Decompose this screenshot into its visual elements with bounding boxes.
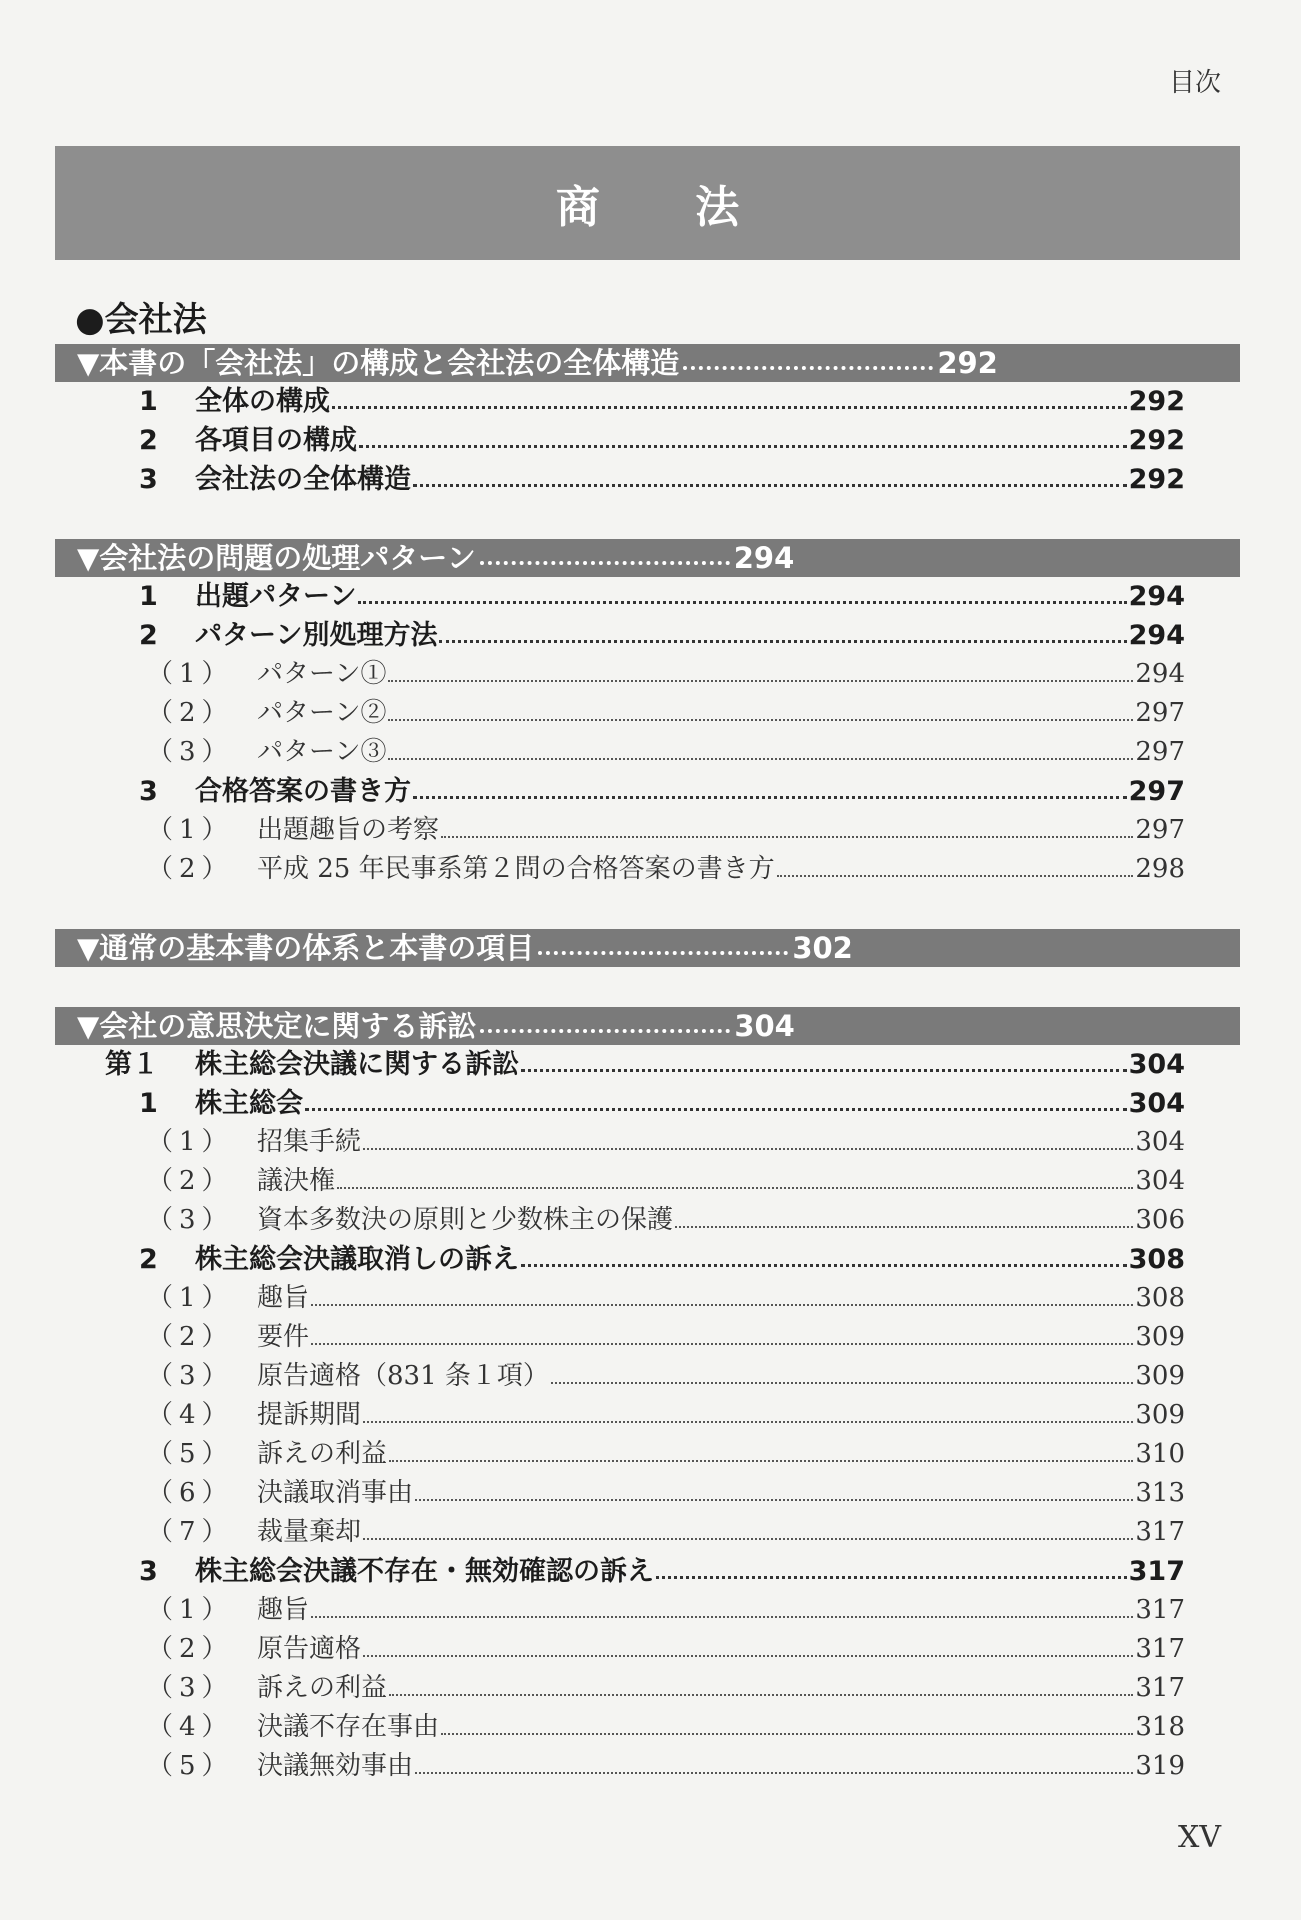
leader-dots [388, 758, 1133, 760]
toc-entry-number: （3） [147, 737, 234, 767]
toc-entry[interactable] [55, 421, 1185, 460]
toc-entry[interactable] [55, 1201, 1185, 1240]
title-band-label: 商 法 [555, 182, 780, 233]
toc-entry-page: 317 [1128, 1556, 1185, 1587]
leader-dots [415, 1499, 1133, 1501]
leader-dots [311, 1616, 1133, 1618]
section-heading-text: ▼会社の意思決定に関する訴訟 [77, 1009, 477, 1043]
toc-entry-number: （4） [147, 1400, 234, 1430]
leader-dots [538, 951, 788, 955]
leader-dots [683, 366, 933, 370]
toc-entry-page: 294 [1135, 659, 1185, 689]
toc-entry[interactable] [55, 850, 1185, 889]
toc-entry-page: 294 [1128, 620, 1185, 651]
toc-entry-page: 309 [1135, 1361, 1185, 1391]
leader-dots [675, 1226, 1133, 1228]
toc-entry-title: 合格答案の書き方 [195, 776, 411, 807]
toc-entry-number: （1） [147, 1127, 234, 1157]
toc-entry-title: パターン② [257, 698, 387, 728]
toc-entry-number: 1 [139, 386, 158, 417]
toc-entry-number: （7） [147, 1517, 234, 1547]
section-heading[interactable] [55, 344, 1240, 382]
toc-entry-page: 298 [1135, 854, 1185, 884]
leader-dots [337, 1187, 1133, 1189]
toc-entry-title: 各項目の構成 [195, 425, 357, 456]
toc-entry-title: 訴えの利益 [257, 1673, 388, 1703]
toc-entry-number: （2） [147, 854, 234, 884]
toc-entry-title: 資本多数決の原則と少数株主の保護 [257, 1205, 674, 1235]
toc-entry-page: 297 [1135, 815, 1185, 845]
toc-entry-number: 2 [139, 1244, 158, 1275]
leader-dots [413, 796, 1127, 799]
leader-dots [363, 1655, 1133, 1657]
toc-entry[interactable] [55, 1591, 1185, 1630]
toc-entry-page: 309 [1135, 1400, 1185, 1430]
toc-entry-number: （3） [147, 1673, 234, 1703]
leader-dots [413, 484, 1127, 487]
toc-entry-title: 株主総会決議取消しの訴え [195, 1244, 519, 1275]
toc-entry[interactable] [55, 1123, 1185, 1162]
toc-entry-number: （2） [147, 1166, 234, 1196]
toc-entry[interactable] [55, 1045, 1185, 1084]
toc-entry-title: 株主総会 [195, 1088, 303, 1119]
toc-entry[interactable] [55, 1357, 1185, 1396]
toc-entry-title: 提訴期間 [257, 1400, 362, 1430]
toc-entry-page: 308 [1135, 1283, 1185, 1313]
toc-entry-page: 292 [1128, 464, 1185, 495]
toc-entry[interactable] [55, 1708, 1185, 1747]
toc-entry-number: 1 [139, 1088, 158, 1119]
toc-entry-title: 原告適格 [257, 1634, 362, 1664]
toc-entry[interactable] [55, 1474, 1185, 1513]
leader-dots [521, 1069, 1127, 1072]
toc-entry-number: （6） [147, 1478, 234, 1508]
leader-dots [389, 1460, 1133, 1462]
toc-entry-number: （1） [147, 1595, 234, 1625]
toc-entry-title: パターン別処理方法 [195, 620, 438, 651]
toc-entry[interactable] [55, 1630, 1185, 1669]
toc-entry-number: （3） [147, 1361, 234, 1391]
toc-entry-page: 310 [1135, 1439, 1185, 1469]
toc-entry-page: 317 [1135, 1595, 1185, 1625]
title-band [55, 146, 1240, 260]
toc-entry-title: 議決権 [257, 1166, 336, 1196]
toc-entry[interactable] [55, 577, 1185, 616]
leader-dots [311, 1304, 1133, 1306]
toc-entry-page: 306 [1135, 1205, 1185, 1235]
toc-entry-page: 292 [1128, 425, 1185, 456]
toc-entry-number: （2） [147, 1634, 234, 1664]
toc-entry[interactable] [55, 1435, 1185, 1474]
leader-dots [480, 1029, 730, 1033]
toc-entry[interactable] [55, 1162, 1185, 1201]
toc-entry-title: 要件 [257, 1322, 310, 1352]
toc-entry-number: （1） [147, 1283, 234, 1313]
toc-entry-page: 294 [1128, 581, 1185, 612]
toc-entry[interactable] [55, 733, 1185, 772]
page-number: XV [1177, 1820, 1221, 1855]
toc-entry-number: （5） [147, 1439, 234, 1469]
toc-entry-number: （2） [147, 698, 234, 728]
toc-entry-title: 趣旨 [257, 1595, 310, 1625]
toc-entry-number: 3 [139, 464, 158, 495]
toc-entry[interactable] [55, 1747, 1185, 1786]
toc-entry[interactable] [55, 1669, 1185, 1708]
toc-entry-number: 第１ [105, 1049, 159, 1080]
toc-entry-page: 317 [1135, 1517, 1185, 1547]
toc-entry[interactable] [55, 772, 1185, 811]
toc-entry-page: 318 [1135, 1712, 1185, 1742]
leader-dots [656, 1576, 1127, 1579]
toc-entry-title: 出題パターン [195, 581, 357, 612]
section-gap [55, 499, 1240, 539]
toc-entry-title: 裁量棄却 [257, 1517, 362, 1547]
toc-entry-number: 3 [139, 776, 158, 807]
toc-entry-page: 313 [1135, 1478, 1185, 1508]
toc-entry-title: 決議無効事由 [257, 1751, 414, 1781]
toc-entry-page: 292 [1128, 386, 1185, 417]
toc-entry-number: （2） [147, 1322, 234, 1352]
section-gap [55, 889, 1240, 929]
toc-entry-title: 平成 25 年民事系第２問の合格答案の書き方 [257, 854, 775, 884]
toc-entry-number: （5） [147, 1751, 234, 1781]
toc-entry-title: 招集手続 [257, 1127, 362, 1157]
toc-entry-page: 297 [1135, 698, 1185, 728]
leader-dots [332, 406, 1127, 409]
toc-entry-page: 304 [1135, 1127, 1185, 1157]
toc-entry-page: 304 [1135, 1166, 1185, 1196]
toc-entry[interactable] [55, 655, 1185, 694]
section-heading-text: ▼通常の基本書の体系と本書の項目 [77, 931, 535, 965]
leader-dots [441, 1733, 1133, 1735]
leader-dots [358, 601, 1126, 604]
toc-entry[interactable] [55, 1084, 1185, 1123]
toc-entry-title: パターン① [257, 659, 387, 689]
toc-entry-page: 304 [1128, 1049, 1185, 1080]
toc-entry[interactable] [55, 1513, 1185, 1552]
toc-entry-page: 317 [1135, 1673, 1185, 1703]
leader-dots [389, 1694, 1133, 1696]
toc-entry-title: 決議取消事由 [257, 1478, 414, 1508]
toc-entry[interactable] [55, 382, 1185, 421]
toc-entry[interactable] [55, 1240, 1185, 1279]
toc-entry-number: （1） [147, 659, 234, 689]
toc-entry-title: 会社法の全体構造 [195, 464, 411, 495]
toc-entry-number: 2 [139, 620, 158, 651]
leader-dots [439, 640, 1126, 643]
toc-entry-number: （3） [147, 1205, 234, 1235]
part-title: ●会社法 [75, 300, 207, 340]
toc-entry-title: 株主総会決議に関する訴訟 [195, 1049, 519, 1080]
toc-entry-number: 3 [139, 1556, 158, 1587]
leader-dots [551, 1382, 1133, 1384]
toc-entry[interactable] [55, 1396, 1185, 1435]
leader-dots [521, 1264, 1127, 1267]
toc-entry-page: 309 [1135, 1322, 1185, 1352]
leader-dots [388, 680, 1133, 682]
leader-dots [777, 875, 1134, 877]
toc-entry-number: （1） [147, 815, 234, 845]
toc-entry-number: （4） [147, 1712, 234, 1742]
toc-entry-page: 304 [1128, 1088, 1185, 1119]
leader-dots [480, 561, 730, 565]
toc-entry[interactable] [55, 811, 1185, 850]
toc-entry[interactable] [55, 616, 1185, 655]
leader-dots [363, 1421, 1133, 1423]
leader-dots [363, 1148, 1133, 1150]
toc-entry-title: 出題趣旨の考察 [257, 815, 440, 845]
leader-dots [305, 1108, 1127, 1111]
leader-dots [359, 445, 1127, 448]
leader-dots [441, 836, 1133, 838]
toc-entry-page: 319 [1135, 1751, 1185, 1781]
section-page-number: 294 [733, 541, 795, 575]
section-page-number: 304 [734, 1009, 795, 1043]
section-heading-text: ▼会社法の問題の処理パターン [77, 541, 476, 575]
toc-entry[interactable] [55, 460, 1185, 499]
toc-entry-number: 1 [139, 581, 158, 612]
toc [55, 296, 1240, 1786]
toc-entry-title: 株主総会決議不存在・無効確認の訴え [195, 1556, 654, 1587]
toc-entry[interactable] [55, 1318, 1185, 1357]
section-heading-text: ▼本書の「会社法」の構成と会社法の全体構造 [77, 346, 680, 380]
toc-entry[interactable] [55, 1552, 1185, 1591]
toc-entry-page: 297 [1135, 737, 1185, 767]
leader-dots [388, 719, 1133, 721]
toc-entry-page: 297 [1128, 776, 1185, 807]
toc-entry-page: 308 [1128, 1244, 1185, 1275]
leader-dots [363, 1538, 1133, 1540]
toc-entry-title: 趣旨 [257, 1283, 310, 1313]
toc-entry-title: 訴えの利益 [257, 1439, 388, 1469]
toc-entry-page: 317 [1135, 1634, 1185, 1664]
section-page-number: 292 [937, 346, 998, 380]
toc-entry[interactable] [55, 1279, 1185, 1318]
toc-sections [55, 344, 1240, 1786]
toc-entry-title: パターン③ [257, 737, 387, 767]
toc-entry[interactable] [55, 694, 1185, 733]
section-heading[interactable] [55, 539, 1240, 577]
toc-entry-title: 原告適格（831 条１項） [257, 1361, 549, 1391]
section-gap [55, 967, 1240, 1007]
toc-entry-title: 決議不存在事由 [257, 1712, 440, 1742]
section-heading[interactable] [55, 1007, 1240, 1045]
leader-dots [415, 1772, 1133, 1774]
leader-dots [311, 1343, 1133, 1345]
toc-entry-title: 全体の構成 [195, 386, 330, 417]
toc-entry-number: 2 [139, 425, 158, 456]
section-page-number: 302 [792, 931, 853, 965]
section-heading[interactable] [55, 929, 1240, 967]
running-header: 目次 [1168, 68, 1221, 98]
